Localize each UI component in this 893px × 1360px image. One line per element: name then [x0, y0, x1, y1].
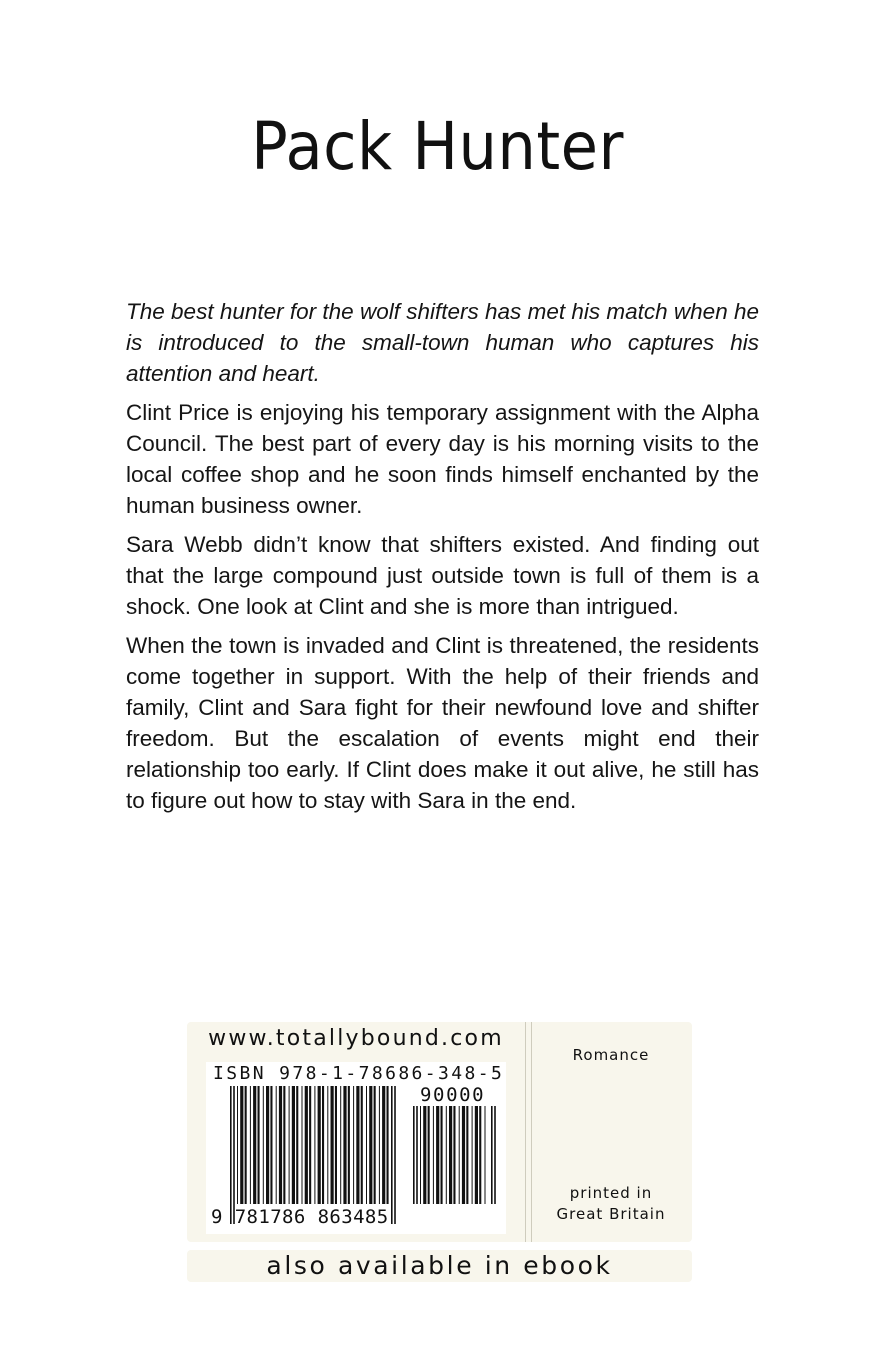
barcode-bar [253, 1086, 256, 1204]
barcode-bar [366, 1086, 367, 1204]
barcode-bar [318, 1086, 321, 1204]
barcode-bar [361, 1086, 363, 1204]
isbn-number: ISBN 978-1-78686-348-5 [213, 1063, 505, 1084]
barcode-bar [433, 1106, 434, 1204]
barcode-bar [449, 1106, 452, 1204]
barcode-bar [459, 1106, 460, 1204]
barcode-guard-bar [491, 1106, 493, 1204]
ebook-banner [187, 1250, 692, 1282]
barcode-bar [423, 1106, 426, 1204]
barcode-bar [322, 1086, 324, 1204]
barcode-bar [245, 1086, 247, 1204]
barcode-bar [479, 1106, 481, 1204]
barcode-guard-bar [394, 1086, 396, 1224]
barcode-bar [309, 1086, 311, 1204]
barcode-bar [356, 1086, 359, 1204]
back-cover-blurb [126, 296, 759, 824]
barcode-bar [276, 1086, 277, 1204]
price-code: 90000 [420, 1084, 486, 1106]
barcode-bar [446, 1106, 447, 1204]
barcode-bar [292, 1086, 295, 1204]
barcode-bar [466, 1106, 468, 1204]
barcode-bar [266, 1086, 269, 1204]
barcode-bar [283, 1086, 285, 1204]
barcode-bar [237, 1086, 238, 1204]
printed-in-label [530, 1183, 692, 1225]
barcode-bar [314, 1086, 315, 1204]
barcode-bar [441, 1106, 443, 1204]
barcode-bar [258, 1086, 260, 1204]
barcode-bar [353, 1086, 354, 1204]
ean-first-digit: 9 [211, 1206, 223, 1228]
barcode-bar [348, 1086, 350, 1204]
barcode-bar [379, 1086, 380, 1204]
barcode-panel [187, 1022, 692, 1242]
publisher-website: www.totallybound.com [208, 1026, 504, 1051]
barcode-bar [369, 1086, 372, 1204]
barcode-bar [387, 1086, 389, 1204]
blurb-tagline: The best hunter for the wolf shifters has met his match when he is introduced to the small-town human who captures his attention and heart. [126, 299, 759, 386]
ean-digits [211, 1206, 389, 1228]
barcode-bar [270, 1086, 272, 1204]
barcode-bar [331, 1086, 334, 1204]
barcode-bar [374, 1086, 376, 1204]
ean-right-group: 863485 [317, 1206, 389, 1228]
barcode-bar [240, 1086, 243, 1204]
barcode-guard-bar [413, 1106, 415, 1204]
ebook-note: also available in ebook [266, 1251, 613, 1280]
printed-line-2: Great Britain [556, 1205, 666, 1223]
barcode-bar [296, 1086, 298, 1204]
barcode-bar [428, 1106, 430, 1204]
barcode-bar [279, 1086, 282, 1204]
barcode-bar [382, 1086, 385, 1204]
barcode-bar [302, 1086, 303, 1204]
printed-line-1: printed in [569, 1184, 653, 1202]
barcode-bar [335, 1086, 337, 1204]
blurb-paragraph: Sara Webb didn’t know that shifters existed. And finding out that the large compound just outside town is full of them is a shock. One look at Clint and she is more than intrigued. [126, 532, 759, 619]
barcode-bar [462, 1106, 465, 1204]
barcode-bar [472, 1106, 473, 1204]
barcode-bar [485, 1106, 486, 1204]
book-title: Pack Hunter [251, 108, 624, 185]
blurb-paragraph: When the town is invaded and Clint is threatened, the residents come together in support. With the help of their friends and family, Clint and Sara fight for their newfound love and shifter freedom. But the escalation of events might end their relationship too early. If Clint does make it out alive, he still has to figure out how to stay with Sara in the end. [126, 633, 759, 813]
barcode-bar [453, 1106, 455, 1204]
ean-left-group: 781786 [234, 1206, 306, 1228]
barcode-bar [250, 1086, 251, 1204]
barcode-bar [340, 1086, 341, 1204]
barcode-bar [289, 1086, 290, 1204]
genre-label: Romance [572, 1046, 650, 1064]
barcode-guard-bar [391, 1086, 393, 1224]
barcode-bar [305, 1086, 308, 1204]
barcode-bar [343, 1086, 346, 1204]
barcode-bar [475, 1106, 478, 1204]
barcode-guard-bar [230, 1086, 232, 1224]
barcode-bar [436, 1106, 439, 1204]
blurb-paragraph: Clint Price is enjoying his temporary assignment with the Alpha Council. The best part of every day is his morning visits to the local coffee shop and he soon finds himself enchanted by the human business owner. [126, 400, 759, 518]
barcode-bar [263, 1086, 264, 1204]
barcode-bar [420, 1106, 421, 1204]
barcode-area [206, 1062, 506, 1234]
barcode-bar [327, 1086, 328, 1204]
barcode-guard-bar [494, 1106, 496, 1204]
barcode-guard-bar [233, 1086, 235, 1224]
barcode-guard-bar [416, 1106, 418, 1204]
